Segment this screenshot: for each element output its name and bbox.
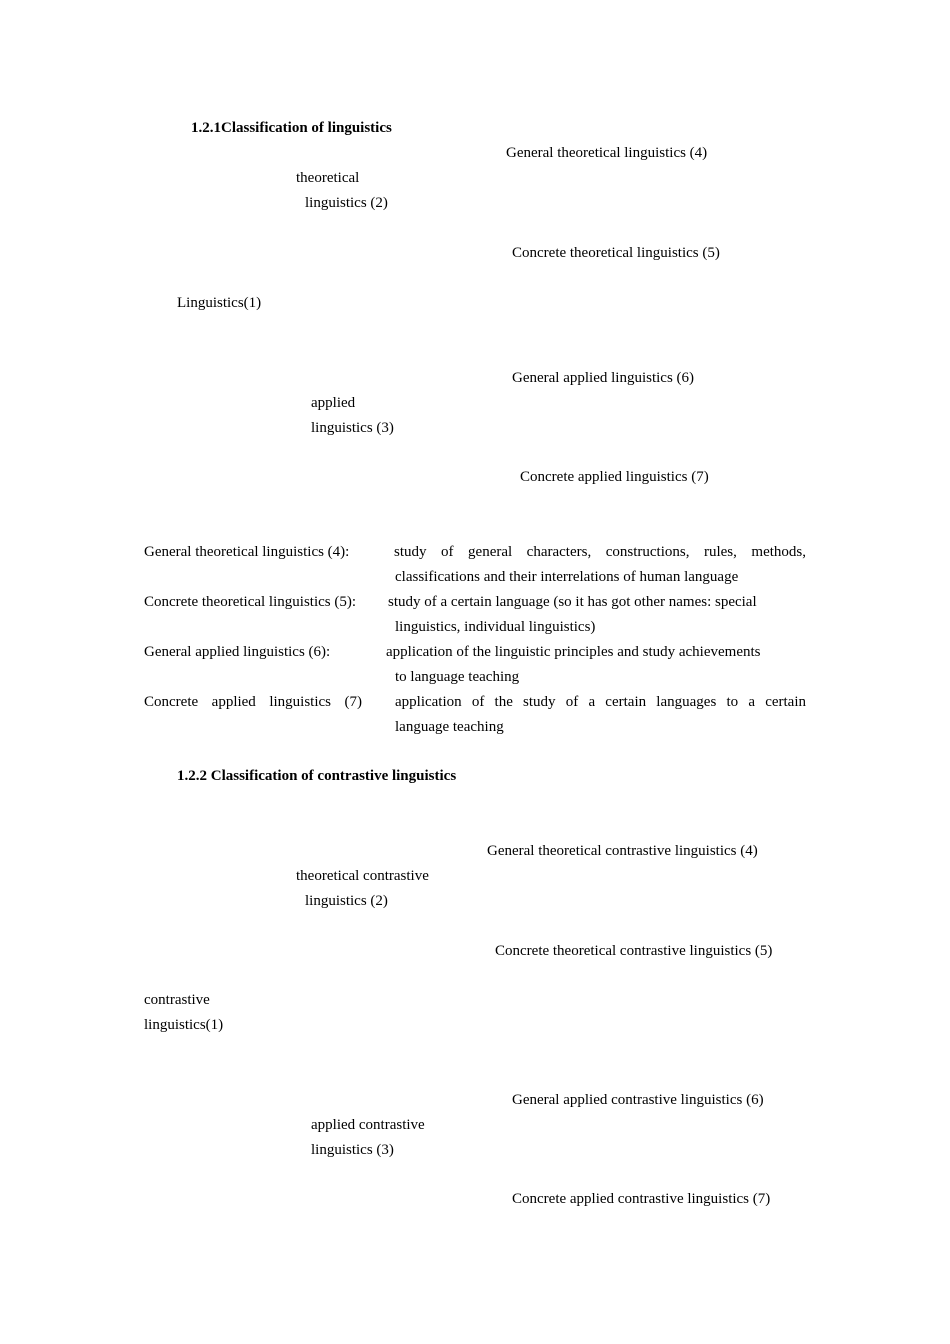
section1-heading: 1.2.1Classification of linguistics bbox=[191, 120, 392, 136]
s2-node-applied-line2: linguistics (3) bbox=[311, 1142, 394, 1158]
s2-leaf-concrete-applied: Concrete applied contrastive linguistics (7) bbox=[512, 1191, 771, 1207]
definition-desc-line1: study of general characters, constructions, rules, methods, bbox=[394, 544, 806, 560]
s2-leaf-general-applied: General applied contrastive linguistics (6) bbox=[512, 1092, 764, 1108]
s2-root-node-line2: linguistics(1) bbox=[144, 1017, 224, 1033]
definition-term: Concrete applied linguistics (7) bbox=[144, 694, 362, 710]
definition-desc-line1: application of the study of a certain languages to a certain bbox=[395, 694, 806, 710]
s1-root-node: Linguistics(1) bbox=[177, 295, 262, 311]
s1-node-theoretical-line1: theoretical bbox=[296, 170, 360, 186]
definition-desc-line1: study of a certain language (so it has got other names: special bbox=[388, 594, 757, 610]
s2-node-applied-line1: applied contrastive bbox=[311, 1117, 425, 1133]
s1-leaf-concrete-applied: Concrete applied linguistics (7) bbox=[520, 469, 709, 485]
definition-term: General theoretical linguistics (4): bbox=[144, 544, 350, 560]
s1-node-applied-line1: applied bbox=[311, 395, 356, 411]
definition-desc-line1: application of the linguistic principles and study achievements bbox=[386, 644, 761, 660]
definition-desc-line2: language teaching bbox=[395, 719, 504, 735]
s1-node-applied-line2: linguistics (3) bbox=[311, 420, 394, 436]
s1-leaf-general-applied: General applied linguistics (6) bbox=[512, 370, 695, 386]
s2-leaf-concrete-theoretical: Concrete theoretical contrastive linguistics (5) bbox=[495, 943, 773, 959]
s1-node-theoretical-line2: linguistics (2) bbox=[305, 195, 388, 211]
definition-desc-line2: classifications and their interrelations of human language bbox=[395, 569, 739, 585]
definition-term: Concrete theoretical linguistics (5): bbox=[144, 594, 357, 610]
section2-heading: 1.2.2 Classification of contrastive linguistics bbox=[177, 768, 457, 784]
s2-root-node-line1: contrastive bbox=[144, 992, 210, 1008]
s2-leaf-general-theoretical: General theoretical contrastive linguistics (4) bbox=[487, 843, 758, 859]
definition-desc-line2: to language teaching bbox=[395, 669, 520, 685]
definition-desc-line2: linguistics, individual linguistics) bbox=[395, 619, 596, 635]
s1-leaf-concrete-theoretical: Concrete theoretical linguistics (5) bbox=[512, 245, 720, 261]
s2-node-theoretical-line1: theoretical contrastive bbox=[296, 868, 429, 884]
s1-leaf-general-theoretical: General theoretical linguistics (4) bbox=[506, 145, 708, 161]
s2-node-theoretical-line2: linguistics (2) bbox=[305, 893, 388, 909]
definition-term: General applied linguistics (6): bbox=[144, 644, 331, 660]
